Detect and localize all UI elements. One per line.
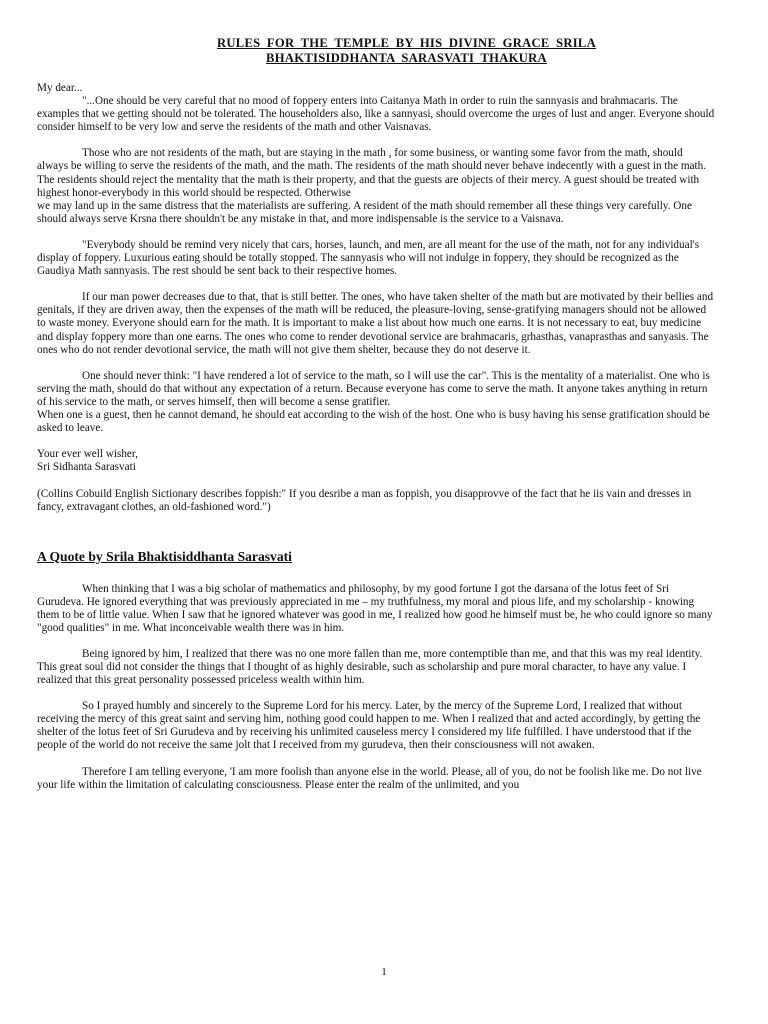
closing-line-2: Sri Sidhanta Sarasvati — [37, 461, 136, 474]
closing-line-1: Your ever well wisher, — [37, 448, 138, 461]
document-title — [97, 36, 716, 66]
title-line-1: RULES FOR THE TEMPLE BY HIS DIVINE GRACE SRILA — [216, 36, 597, 50]
paragraph-1: "...One should be very careful that no mood of foppery enters into Caitanya Math in order to ruin the sannyasis and brahmacaris. The examples that we getting should not be tolerated. The householders also, like a sannyasi, should overcome the urges of lust and anger. Everyone should consider himself to be very low and serve the residents of the math and other Vaisnavas. — [37, 95, 715, 134]
quote-paragraph-2: Being ignored by him, I realized that there was no one more fallen than me, more contemptible than me, and that this was my real identity. This great soul did not consider the things that I thought of as highly desirable, such as scholarship and pure moral character, to have any value. I realized that this great personality possessed priceless wealth within him. — [37, 647, 703, 687]
quote-paragraph-1: When thinking that I was a big scholar of mathematics and philosophy, by my good fortune I got the darsana of the lotus feet of Sri Gurudeva. He ignored everything that was previously appreciated in me – my truthfulness, my moral and pious life, and my scholarship - knowing them to be of little value. When I saw that he ignored whatever was good in me, I realized how good he himself must be, he who could ignore so many "good qualities" in me. What inconceivable wealth there was in him. — [37, 582, 713, 634]
section-heading: A Quote by Srila Bhaktisiddhanta Sarasvati — [37, 548, 292, 564]
title-line-2: BHAKTISIDDHANTA SARASVATI THAKURA — [266, 51, 547, 65]
paragraph-5: If our man power decreases due to that, that is still better. The ones, who have taken shelter of the math but are motivated by their bellies and genitals, if they are driven away, then the expenses of the math will be reduced, the pleasure-loving, sense-gratifying managers should not be allowed to waste money. Everyone should earn for the math. It is important to make a list about how much one earns. It is not necessary to eat, buy medicine and display foppery more than one earns. The ones who come to render devotional service are brahmacaris, grhasthas, vanaprasthas and sanyasis. The ones who do not render devotional service, the math will not give them shelter, because they do not deserve it. — [37, 291, 714, 356]
quote-paragraph-4: Therefore I am telling everyone, 'I am more foolish than anyone else in the world. Please, all of you, do not be foolish like me. Do not live your life within the limitation of calculating consciousness. Please enter the realm of the unlimited, and you — [37, 765, 702, 791]
salutation: My dear... — [37, 82, 83, 94]
paragraph-2: Those who are not residents of the math, but are staying in the math , for some business, or wanting some favor from the math, should always be willing to serve the residents of the math, and the math. The residents of the math should never behave indecently with a guest in the math. The residents should reject the mentality that the math is their property, and that the guests are objects of their mercy. A guest should be treated with highest honor-everybody in this world should be respected. Otherwise — [37, 147, 706, 199]
paragraph-6: One should never think: "I have rendered a lot of service to the math, so I will use the car". This is the mentality of a materialist. One who is serving the math, should do that without any expectation of a return. Because everyone has come to serve the math. It anyone takes anything in return of his service to the math, or serves himself, then will become a sense gratifier. — [37, 369, 710, 408]
page-number: 1 — [381, 966, 387, 978]
footnote: (Collins Cobuild English Sictionary describes foppish:" If you desribe a man as foppish, you disapprovve of the fact that he iis vain and dresses in fancy, extravagant clothes, an old-fashioned word.") — [37, 488, 692, 514]
paragraph-7: When one is a guest, then he cannot demand, he should eat according to the wish of the host. One who is busy having his sense gratification should be asked to leave. — [37, 408, 710, 435]
quote-paragraph-3: So I prayed humbly and sincerely to the Supreme Lord for his mercy. Later, by the mercy of the Supreme Lord, I realized that without receiving the mercy of this great saint and serving him, nothing good could happen to me. When I realized that and acted accordingly, by getting the shelter of the lotus feet of Sri Gurudeva and by receiving his unlimited causeless mercy I considered my life fulfilled. I have understood that if the people of the world do not receive the same jolt that I received from my gurudeva, then their consciousness will not awaken. — [37, 700, 701, 752]
paragraph-4: "Everybody should be remind very nicely that cars, horses, launch, and men, are all meant for the use of the math, not for any individual's display of foppery. Luxurious eating should be totally stopped. The sannyasis who will not indulge in foppery, they should be recognized as the Gaudiya Math sannyasis. The rest should be sent back to their respective homes. — [37, 238, 700, 278]
paragraph-3: we may land up in the same distress that the materialists are suffering. A resident of the math should remember all these things very carefully. One should always serve Krsna there shouldn't be any mistake in that, and more indispensable is the service to a Vaisnava. — [37, 199, 692, 225]
